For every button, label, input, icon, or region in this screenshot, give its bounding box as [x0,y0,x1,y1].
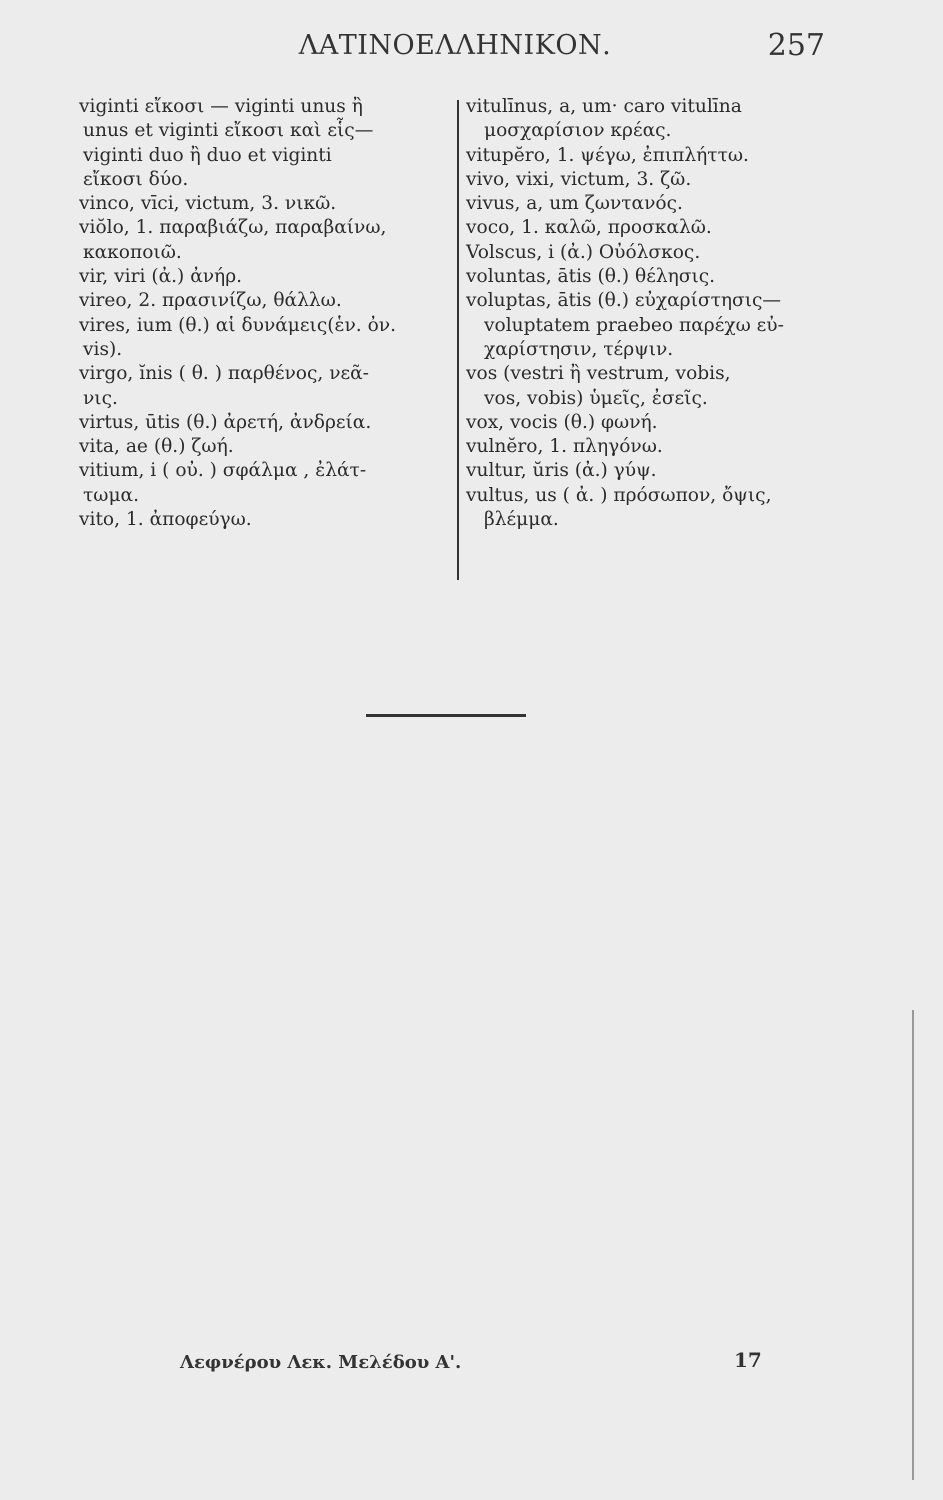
entry-headline: virtus, ūtis (θ.) ἀρετή, ἀνδρεία. [79,411,372,433]
page-header [0,30,943,80]
dictionary-entry [79,95,454,192]
entry-continuation: νις. [83,387,118,409]
dictionary-entry [466,192,846,216]
entry-continuation: voluptatem praebeo παρέχω εὐ- [484,314,784,336]
entry-headline: voco, 1. καλῶ, προσκαλῶ. [466,217,712,239]
dictionary-entry [79,459,454,508]
entry-headline: vitium, i ( οὐ. ) σφάλμα , ἐλάτ- [79,460,367,482]
end-rule [366,714,526,717]
dictionary-entry [466,144,846,168]
entry-continuation: βλέμμα. [484,509,559,531]
entry-headline: virgo, ĭnis ( θ. ) παρθένος, νεᾶ- [79,363,369,385]
dictionary-entry [466,362,846,411]
dictionary-entry [466,265,846,289]
signature-mark: 17 [734,1348,762,1372]
dictionary-entry [79,362,454,411]
entry-continuation: εἴκοσι δύο. [83,168,189,190]
running-title: ΛΑΤΙΝΟΕΛΛΗΝΙΚΟΝ. [298,30,612,61]
entry-continuation: vis). [83,338,123,360]
entry-continuation: viginti duo ἢ duo et viginti [83,144,332,166]
page-footer [0,1348,943,1392]
entry-headline: vito, 1. ἀποφεύγω. [79,509,252,531]
dictionary-entry [79,314,454,363]
entry-continuation: μοσχαρίσιον κρέας. [484,120,672,142]
printer-line: Λεφνέρου Λεκ. Μελέδου Α'. [180,1352,462,1373]
entry-headline: vultus, us ( ἀ. ) πρόσωπον, ὄψις, [466,484,772,506]
dictionary-entry [466,459,846,483]
left-column [79,95,454,532]
dictionary-entry [79,216,454,265]
entry-headline: vivus, a, um ζωντανός. [466,193,683,215]
entry-headline: vulnĕro, 1. πληγόνω. [466,436,663,458]
entry-headline: vox, vocis (θ.) φωνή. [466,411,658,433]
dictionary-entry [466,411,846,435]
dictionary-entry [466,484,846,533]
entry-headline: vireo, 2. πρασινίζω, θάλλω. [79,290,342,312]
dictionary-entry [79,508,454,532]
entry-continuation: κακοποιῶ. [83,241,182,263]
dictionary-entry [79,289,454,313]
entry-headline: vultur, ŭris (ἀ.) γύψ. [466,460,657,482]
entry-headline: vitulīnus, a, um· caro vitulīna [466,96,742,117]
entry-headline: vos (vestri ἢ vestrum, vobis, [466,363,731,385]
dictionary-entry [466,95,846,144]
page-edge-mark [912,1010,914,1480]
dictionary-entry [79,192,454,216]
entry-continuation: χαρίστησιν, τέρψιν. [484,338,674,360]
entry-headline: viginti εἴκοσι — viginti unus ἢ [79,96,363,117]
dictionary-entry [466,435,846,459]
entry-headline: voluntas, ātis (θ.) θέλησις. [466,266,716,288]
entry-headline: vires, ium (θ.) αἱ δυνάμεις(ἑν. ὀν. [79,314,396,336]
dictionary-entry [79,265,454,289]
entry-headline: vita, ae (θ.) ζωή. [79,436,234,458]
entry-continuation: vos, vobis) ὑμεῖς, ἐσεῖς. [484,387,708,409]
dictionary-entry [466,216,846,240]
dictionary-entry [466,168,846,192]
dictionary-entry [466,241,846,265]
right-column [466,95,846,532]
dictionary-entry [79,435,454,459]
entry-headline: vivo, vixi, victum, 3. ζῶ. [466,168,692,190]
entry-headline: vinco, vīci, victum, 3. νικῶ. [79,193,337,215]
dictionary-columns [0,95,943,595]
entry-headline: vir, viri (ἀ.) ἀνήρ. [79,266,243,288]
entry-continuation: τωμα. [83,484,139,506]
entry-headline: voluptas, ātis (θ.) εὐχαρίστησις— [466,290,782,312]
dictionary-entry [466,289,846,362]
entry-headline: vitupĕro, 1. ψέγω, ἐπιπλήττω. [466,144,749,166]
entry-headline: Volscus, i (ἀ.) Οὐόλσκος. [466,241,701,263]
entry-continuation: unus et viginti εἴκοσι καὶ εἷς— [83,120,374,142]
page-number: 257 [767,28,825,63]
entry-headline: viŏlo, 1. παραβιάζω, παραβαίνω, [79,217,387,239]
dictionary-entry [79,411,454,435]
